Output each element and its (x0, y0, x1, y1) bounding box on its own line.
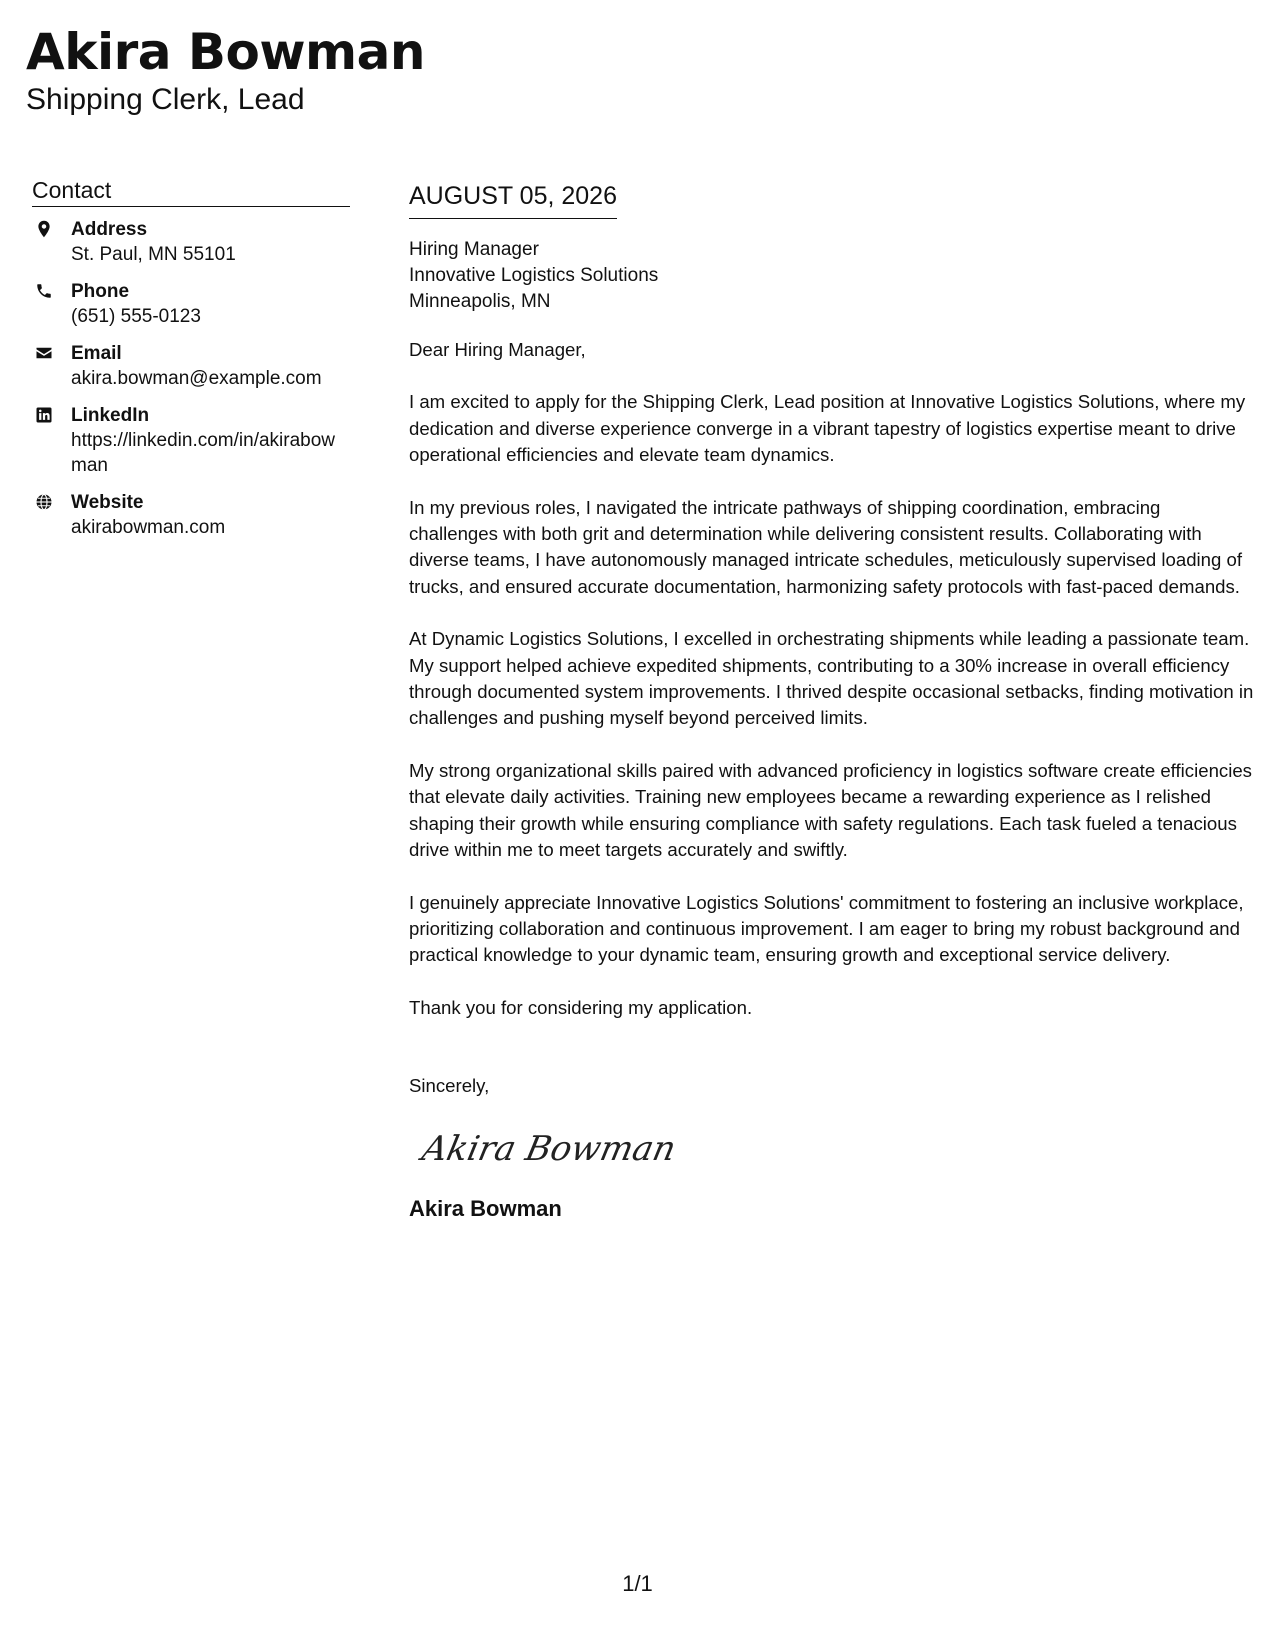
job-title: Shipping Clerk, Lead (26, 83, 305, 116)
address-label: Address (71, 219, 148, 240)
applicant-name: Akira Bowman (26, 23, 425, 81)
phone-label: Phone (71, 281, 130, 302)
envelope-icon (35, 344, 53, 362)
closing: Sincerely, (409, 1075, 490, 1097)
contact-item-linkedin (32, 403, 350, 478)
contact-sidebar (32, 176, 350, 552)
phone-value: (651) 555-0123 (71, 306, 201, 327)
signer-name: Akira Bowman (409, 1195, 562, 1221)
contact-item-address (32, 217, 350, 267)
linkedin-value[interactable]: https://linkedin.com/in/akirabowman (71, 430, 336, 476)
body-paragraph: I am excited to apply for the Shipping Clerk, Lead position at Innovative Logistics Solutions, where my dedication and diverse experience converge in a vibrant tapestry of logistics expertise meant to drive operational efficiencies and elevate team dynamics. (409, 391, 1246, 466)
contact-item-email (32, 341, 350, 391)
website-value[interactable]: akirabowman.com (71, 517, 226, 538)
svg-text:Akira Bowman: Akira Bowman (418, 1128, 677, 1169)
contact-heading: Contact (32, 176, 350, 207)
letter-header (26, 22, 425, 118)
recipient-block (409, 237, 1254, 315)
phone-icon (35, 282, 53, 300)
email-value: akira.bowman@example.com (71, 368, 322, 389)
body-paragraph: I genuinely appreciate Innovative Logistics Solutions' commitment to fostering an inclusive workplace, prioritizing collaboration and continuous improvement. I am eager to bring my robust background and practical knowledge to your dynamic team, ensuring growth and exceptional service delivery. (409, 891, 1244, 966)
signature-image (417, 1120, 677, 1176)
globe-icon (35, 493, 53, 511)
recipient-line: Minneapolis, MN (409, 291, 551, 312)
body-paragraph: My strong organizational skills paired with advanced proficiency in logistics software create efficiencies that elevate daily activities. Training new employees became a rewarding experience as I relished shaping their growth while ensuring compliance with safety regulations. Each task fueled a tenacious drive within me to meet targets accurately and swiftly. (409, 759, 1252, 861)
body-paragraph: Thank you for considering my application. (409, 996, 753, 1018)
linkedin-icon (35, 406, 53, 424)
contact-item-website (32, 490, 350, 540)
linkedin-label: LinkedIn (71, 405, 150, 426)
contact-item-phone (32, 279, 350, 329)
letter-date: AUGUST 05, 2026 (409, 180, 617, 219)
page-number: 1/1 (622, 1571, 653, 1596)
email-label: Email (71, 343, 122, 364)
letter-body (409, 180, 1254, 1223)
recipient-line: Hiring Manager (409, 239, 539, 260)
body-paragraph: At Dynamic Logistics Solutions, I excelled in orchestrating shipments while leading a passionate team. My support helped achieve expedited shipments, contributing to a 30% increase in overall efficiency through documented system improvements. I thrived despite occasional setbacks, finding motivation in challenges and pushing myself beyond perceived limits. (409, 628, 1254, 729)
map-pin-icon (35, 220, 53, 238)
salutation: Dear Hiring Manager, (409, 339, 586, 360)
address-value: St. Paul, MN 55101 (71, 244, 236, 265)
body-paragraph: In my previous roles, I navigated the intricate pathways of shipping coordination, embracing challenges with both grit and determination while delivering consistent results. Collaborating with diverse teams, I have autonomously managed intricate schedules, meticulously supervised loading of trucks, and ensured accurate documentation, harmonizing safety protocols with fast-paced demands. (409, 496, 1243, 597)
recipient-line: Innovative Logistics Solutions (409, 265, 659, 286)
website-label: Website (71, 492, 144, 513)
